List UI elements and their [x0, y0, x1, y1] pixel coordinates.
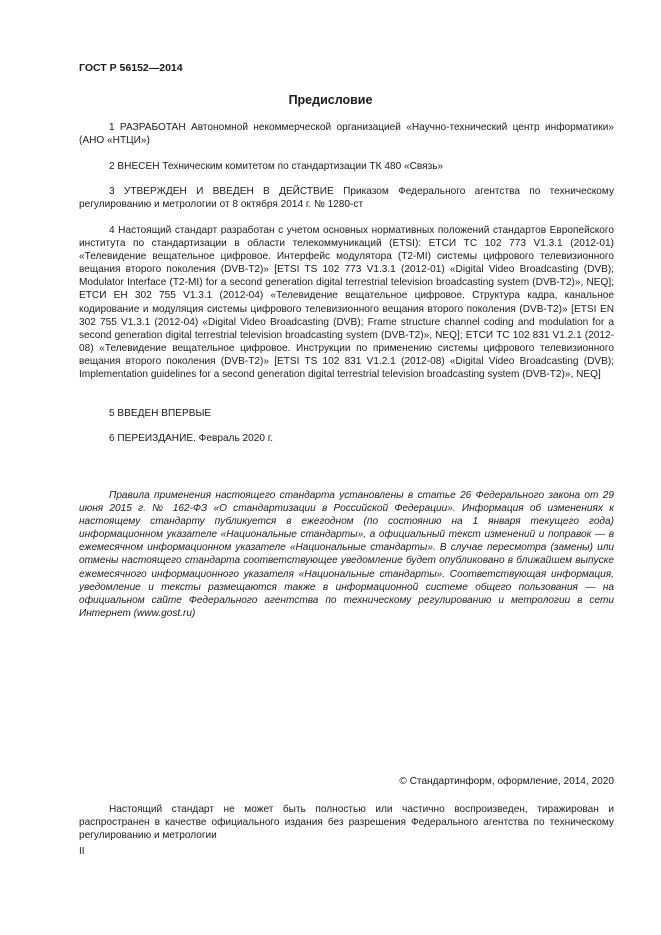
item-2: 2 ВНЕСЕН Техническим комитетом по стандартизации ТК 480 «Связь» [109, 161, 444, 172]
application-rules-notice: Правила применения настоящего стандарта установлены в статье 26 Федерального закона от 29 июня 2015 г. № 162-ФЗ «О стандартизации в Российской Федерации». Информация об изменениях к настоящему стандарту публикуется в ежегодном (по состоянию на 1 января текущего года) информационном указателе «Национальные стандарты», а официальный текст изменений и поправок — в ежемесячном информационном указателе «Национальные стандарты». В случае пересмотра (замены) или отмены настоящего стандарта соответствующее уведомление будет опубликовано в ближайшем выпуске ежемесячного информационного указателя «Национальные стандарты». Соответствующая информация, уведомление и тексты размещаются также в информационной системе общего пользования — на официальном сайте Федерального агентства по техническому регулированию и метрологии в сети Интернет (www.gost.ru) [79, 490, 614, 619]
item-3: 3 УТВЕРЖДЕН И ВВЕДЕН В ДЕЙСТВИЕ Приказом Федерального агентства по техническому регулированию и метрологии от 8 октября 2014 г. № 1280-ст [79, 186, 614, 211]
section-title: Предисловие [288, 93, 373, 107]
page-number: II [79, 846, 85, 857]
item-1: 1 РАЗРАБОТАН Автономной некоммерческой организацией «Научно-технический центр информатики» (АНО «НТЦИ») [79, 122, 614, 147]
item-5: 5 ВВЕДЕН ВПЕРВЫЕ [109, 408, 212, 419]
standard-number: ГОСТ Р 56152—2014 [79, 62, 183, 74]
item-4: 4 Настоящий стандарт разработан с учетом основных нормативных положений стандартов Европейского института по стандартизации в области телекоммуникаций (ETSI): ЕТСИ ТС 102 773 V1.3.1 (2012-01) «Телевидение вещательное цифровое. Интерфейс модулятора (T2-MI) системы цифрового телевизионного вещания второго поколения (DVB-T2)» [ETSI TS 102 773 V1.3.1 (2012-01) «Digital Video Broadcasting (DVB); Modulator Interface (T2-MI) for a second generation digital terrestrial television broadcasting system (DVB-T2)», NEQ]; ЕТСИ ЕН 302 755 V1.3.1 (2012-04) «Телевидение вещательное цифровое. Структура кадра, канальное кодирование и модуляция системы цифрового телевизионного вещания второго поколения (DVB-T2)» [ETSI EN 302 755 V1.3.1 (2012-04) «Digital Video Broadcasting (DVB); Frame structure channel coding and modulation for a second generation digital terrestrial television broadcasting system (DVB-T2)», NEQ]; ЕТСИ ТС 102 831 V1.2.1 (2012-08) «Телевидение вещательное цифровое. Инструкции по применению системы цифрового телевизионного вещания второго поколения (DVB-T2)» [ETSI TS 102 831 V1.2.1 (2012-08) «Digital Video Broadcasting (DVB); Implementation guidelines for a second generation digital terrestrial television broadcasting system (DVB-T2)», NEQ] [79, 225, 614, 381]
item-6: 6 ПЕРЕИЗДАНИЕ. Февраль 2020 г. [109, 433, 274, 444]
reproduction-notice: Настоящий стандарт не может быть полностью или частично воспроизведен, тиражирован и распространен в качестве официального издания без разрешения Федерального агентства по техническому регулированию и метрологии [79, 804, 614, 842]
copyright: © Стандартинформ, оформление, 2014, 2020 [399, 776, 614, 787]
